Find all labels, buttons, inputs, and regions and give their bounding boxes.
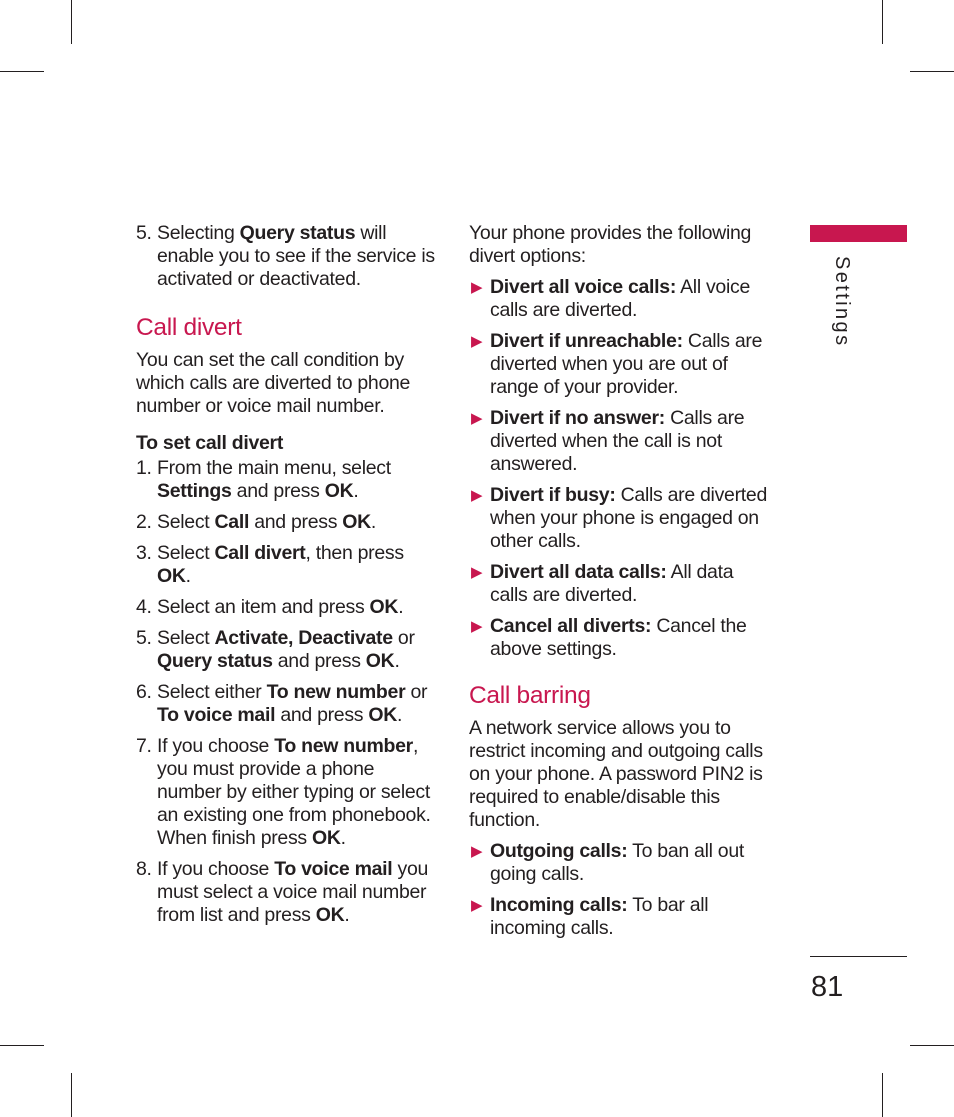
section-label: Settings <box>831 256 853 348</box>
step-item <box>136 858 441 927</box>
step-item <box>136 457 441 503</box>
step-item <box>136 511 441 534</box>
option-item <box>469 894 769 940</box>
step-item <box>136 735 441 850</box>
bold-term: Settings <box>157 480 232 502</box>
step-text <box>157 222 441 291</box>
step-number: 1. <box>136 457 152 479</box>
text-run: If you choose <box>157 858 275 880</box>
option-description: Calls are diverted when your phone is engaged on other calls. <box>490 484 767 552</box>
option-item <box>469 840 769 886</box>
option-description: Calls are diverted when the call is not answered. <box>490 407 745 475</box>
text-run: . <box>370 511 377 533</box>
bold-term: OK <box>312 827 341 849</box>
call-divert-steps <box>136 457 441 927</box>
step-number: 3. <box>136 542 152 564</box>
divert-options-list <box>469 276 769 661</box>
crop-mark <box>910 71 954 72</box>
text-run: Select <box>157 627 215 649</box>
step-text <box>157 457 441 503</box>
option-text <box>490 407 769 476</box>
section-tab-bar <box>810 225 907 242</box>
bold-term: OK <box>157 565 186 587</box>
step-number: 5. <box>136 222 152 244</box>
option-description: All data calls are diverted. <box>490 561 734 606</box>
text-run: , then press <box>305 542 404 564</box>
bold-term: To voice mail <box>274 858 393 880</box>
bold-term: OK <box>368 704 398 726</box>
bold-term: Call divert <box>214 542 306 564</box>
option-text <box>490 484 769 553</box>
text-run: or <box>405 681 428 703</box>
call-divert-description: You can set the call condition by which calls are diverted to phone number or voice mail number. <box>136 349 411 417</box>
option-label: Divert all data calls: <box>490 561 667 583</box>
option-text <box>490 330 769 399</box>
text-run: Select either <box>157 681 267 703</box>
text-run: . <box>397 704 403 726</box>
option-text <box>490 615 769 661</box>
option-description: Cancel the above settings. <box>490 615 747 660</box>
step-number: 6. <box>136 681 152 703</box>
option-text <box>490 561 769 607</box>
call-barring-heading: Call barring <box>469 682 591 709</box>
option-item <box>469 484 769 553</box>
text-run: . <box>353 480 359 502</box>
option-description: To ban all out going calls. <box>490 840 744 885</box>
text-run: and press <box>249 511 343 533</box>
option-label: Divert if unreachable: <box>490 330 683 352</box>
text-run: . <box>398 596 404 618</box>
crop-mark <box>0 1045 44 1046</box>
text-run: If you choose <box>157 735 275 757</box>
text-run: and press <box>275 704 369 726</box>
option-item <box>469 407 769 476</box>
text-run: , you must provide a phone number by either typing or select an existing one from phonebook. When finish press <box>157 735 431 849</box>
option-label: Divert if no answer: <box>490 407 665 429</box>
step-item <box>136 542 441 588</box>
step-item <box>136 681 441 727</box>
option-text <box>490 894 769 940</box>
crop-mark <box>71 1073 72 1117</box>
crop-mark <box>0 71 44 72</box>
step-number: 4. <box>136 596 152 618</box>
option-text <box>490 276 769 322</box>
divert-options-intro: Your phone provides the following divert options: <box>469 222 752 267</box>
step-text <box>157 596 441 619</box>
text-run: . <box>185 565 191 587</box>
option-label: Incoming calls: <box>490 894 628 916</box>
right-triangle-icon: ▶ <box>471 897 483 914</box>
right-column <box>469 222 769 948</box>
bold-term: Activate, Deactivate <box>214 627 393 649</box>
text-run: and press <box>272 650 366 672</box>
bold-term: OK <box>315 904 345 926</box>
right-triangle-icon: ▶ <box>471 618 483 635</box>
bold-term: To new number <box>266 681 406 703</box>
text-run: you must select a voice mail number from list and press <box>157 858 429 926</box>
crop-mark <box>910 1045 954 1046</box>
bold-term: OK <box>369 596 399 618</box>
text-run: Selecting <box>157 222 240 244</box>
right-triangle-icon: ▶ <box>471 333 483 350</box>
step-item <box>136 627 441 673</box>
bold-term: OK <box>342 511 371 533</box>
text-run: or <box>392 627 415 649</box>
call-barring-description: A network service allows you to restrict incoming and outgoing calls on your phone. A password PIN2 is required to enable/disable this function. <box>469 717 763 831</box>
option-description: Calls are diverted when you are out of range of your provider. <box>490 330 763 398</box>
crop-mark <box>882 1073 883 1117</box>
step-number: 7. <box>136 735 152 757</box>
right-triangle-icon: ▶ <box>471 843 483 860</box>
bold-term: Query status <box>157 650 273 672</box>
text-run: and press <box>231 480 325 502</box>
step-text <box>157 542 441 588</box>
crop-mark <box>882 0 883 44</box>
barring-options-list <box>469 840 769 940</box>
bold-term: OK <box>324 480 354 502</box>
right-triangle-icon: ▶ <box>471 279 483 296</box>
text-run: . <box>344 904 350 926</box>
bold-term: Query status <box>239 222 356 244</box>
text-run: Select an item and press <box>157 596 370 618</box>
page-number-rule <box>810 956 907 957</box>
step-text <box>157 681 441 727</box>
bold-term: To new number <box>274 735 413 757</box>
step-text <box>157 627 441 673</box>
option-label: Divert all voice calls: <box>490 276 677 298</box>
step-item <box>136 596 441 619</box>
right-triangle-icon: ▶ <box>471 410 483 427</box>
option-label: Cancel all diverts: <box>490 615 652 637</box>
option-description: All voice calls are diverted. <box>490 276 750 321</box>
text-run: Select <box>157 511 215 533</box>
bold-term: Call <box>214 511 250 533</box>
option-item <box>469 615 769 661</box>
text-run: will enable you to see if the service is activated or deactivated. <box>157 222 435 290</box>
call-divert-heading: Call divert <box>136 314 242 341</box>
option-item <box>469 330 769 399</box>
text-run: From the main menu, select <box>157 457 391 479</box>
option-item <box>469 561 769 607</box>
page-number: 81 <box>811 971 844 1003</box>
bold-term: To voice mail <box>157 704 276 726</box>
option-text <box>490 840 769 886</box>
set-call-divert-subheading: To set call divert <box>136 432 284 454</box>
text-run: . <box>394 650 400 672</box>
step-text <box>157 511 441 534</box>
option-label: Outgoing calls: <box>490 840 628 862</box>
crop-mark <box>71 0 72 44</box>
text-run: . <box>340 827 346 849</box>
step-number: 5. <box>136 627 152 649</box>
step-text <box>157 735 441 850</box>
right-triangle-icon: ▶ <box>471 487 483 504</box>
step-text <box>157 858 441 927</box>
bold-term: OK <box>365 650 395 672</box>
step-number: 8. <box>136 858 152 880</box>
option-item <box>469 276 769 322</box>
option-label: Divert if busy: <box>490 484 616 506</box>
step-number: 2. <box>136 511 152 533</box>
right-triangle-icon: ▶ <box>471 564 483 581</box>
query-status-step <box>136 222 441 291</box>
text-run: Select <box>157 542 215 564</box>
left-column <box>136 222 441 935</box>
option-description: To bar all incoming calls. <box>490 894 709 939</box>
